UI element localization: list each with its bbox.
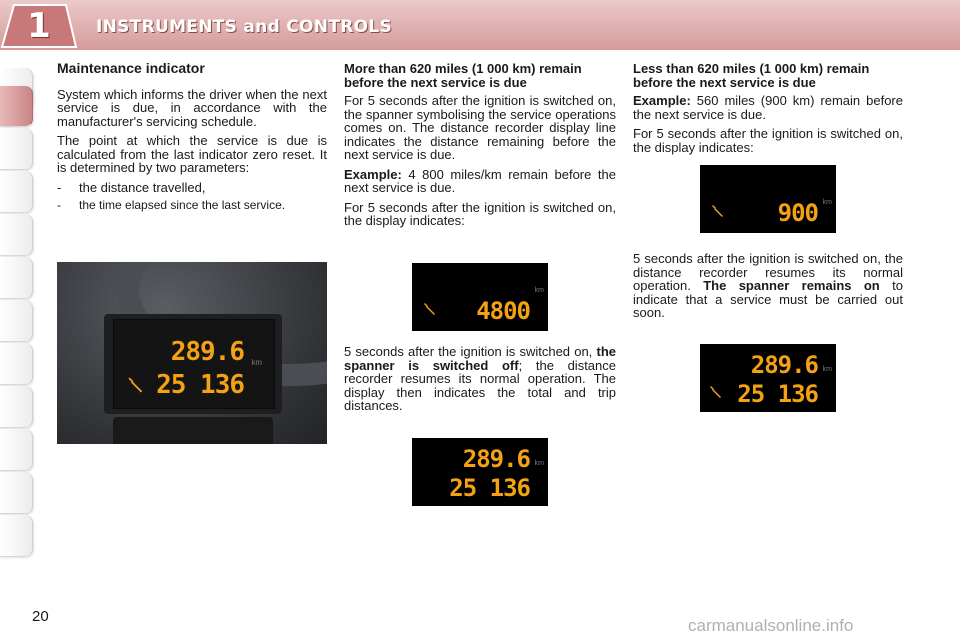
watermark: carmanualsonline.info [688, 616, 854, 635]
emphasis-text: The spanner remains on [703, 278, 880, 293]
chapter-header [0, 0, 960, 50]
lcd-unit: km [251, 358, 262, 367]
text-run: ; the distance recorder resumes its normal operation. The display then indicates the total and trip distances. [344, 357, 616, 413]
bullet-text: the distance travelled, [79, 179, 206, 195]
side-tab-4[interactable] [0, 214, 33, 256]
text-run: 5 seconds after the ignition is switched on, the distance recorder resumes its normal operation. [633, 251, 903, 293]
lcd-trip-reading: 289.6 [170, 337, 244, 367]
lcd-trip-reading: 289.6 [462, 445, 530, 473]
section-heading: Maintenance indicator [57, 60, 205, 76]
text-run: to indicate that a service must be carried out soon. [633, 278, 903, 320]
paragraph-example [633, 94, 903, 121]
text-run: 5 seconds after the ignition is switched on, [344, 344, 593, 359]
side-tab-10[interactable] [0, 472, 33, 514]
lcd-total-reading: 25 136 [449, 474, 530, 502]
paragraph-spanner-on: For 5 seconds after the ignition is switched on, the spanner symbolising the service operations comes on. The distance recorder display line indicates the distance remaining before the next service is due. [344, 93, 616, 162]
paragraph-display-indicates: For 5 seconds after the ignition is switched on, the display indicates: [344, 199, 616, 228]
spanner-icon [126, 375, 146, 395]
chapter-title: INSTRUMENTS and CONTROLS [96, 17, 393, 37]
side-tab-8[interactable] [0, 386, 33, 428]
side-tab-2[interactable] [0, 128, 33, 170]
lcd-total-reading: 25 136 [156, 370, 244, 400]
side-tab-3[interactable] [0, 171, 33, 213]
paragraph-intro: System which informs the driver when the next service is due, in accordance with the manufacturer's servicing schedule. [57, 86, 327, 129]
side-tab-9[interactable] [0, 429, 33, 471]
lcd-unit: km [822, 366, 832, 373]
section-heading: More than 620 miles (1 000 km) remain before the next service is due [344, 61, 582, 90]
column-more-than-1000km-after [344, 345, 616, 419]
display-900 [700, 165, 836, 233]
spanner-icon [710, 203, 726, 219]
paragraph-spanner-off [344, 345, 616, 413]
bullet-dash: - [57, 198, 61, 212]
lcd-remaining-distance: 4800 [476, 297, 530, 325]
side-tab-7[interactable] [0, 343, 33, 385]
paragraph-calculation: The point at which the service is due is calculated from the last indicator zero reset. It is determined by two parameters: [57, 133, 327, 175]
column-maintenance-indicator [57, 62, 327, 218]
display-total-trip-spanner [700, 344, 836, 412]
paragraph-display-indicates: For 5 seconds after the ignition is switched on, the display indicates: [633, 126, 903, 155]
section-heading: Less than 620 miles (1 000 km) remain before the next service is due [633, 61, 870, 90]
emphasis-text: the spanner is switched off [344, 344, 616, 373]
paragraph-spanner-remains [633, 252, 903, 320]
display-4800 [412, 263, 548, 331]
side-tab-6[interactable] [0, 300, 33, 342]
bullet-dash: - [57, 179, 62, 195]
list-item [57, 181, 327, 195]
page-number: 20 [32, 608, 49, 625]
lower-display-housing [113, 417, 273, 444]
column-less-than-1000km-after [633, 252, 903, 326]
list-item [57, 199, 327, 213]
paragraph-example [344, 168, 616, 195]
chapter-number: 1 [27, 6, 51, 46]
instrument-panel-photo [57, 262, 327, 444]
example-text: 4 800 miles/km remain before the next service is due. [344, 166, 616, 195]
chapter-side-tabs [0, 68, 34, 578]
lcd-total-reading: 25 136 [737, 380, 818, 408]
display-total-trip [412, 438, 548, 506]
side-tab-active[interactable] [0, 86, 33, 127]
example-text: 560 miles (900 km) remain before the next service is due. [633, 93, 903, 122]
lcd-trip-reading: 289.6 [750, 351, 818, 379]
side-tab-5[interactable] [0, 257, 33, 299]
example-label: Example: [344, 166, 402, 182]
lcd-unit: km [822, 199, 832, 206]
photo-lcd-screen [113, 319, 275, 409]
example-label: Example: [633, 93, 691, 108]
spanner-icon [708, 384, 724, 400]
column-more-than-1000km [344, 62, 616, 234]
column-less-than-1000km [633, 62, 903, 160]
lcd-unit: km [534, 287, 544, 294]
lcd-unit: km [534, 460, 544, 467]
lcd-remaining-distance: 900 [777, 199, 818, 227]
side-tab-11[interactable] [0, 515, 33, 557]
bullet-text: the time elapsed since the last service. [79, 198, 286, 212]
spanner-icon [422, 301, 438, 317]
